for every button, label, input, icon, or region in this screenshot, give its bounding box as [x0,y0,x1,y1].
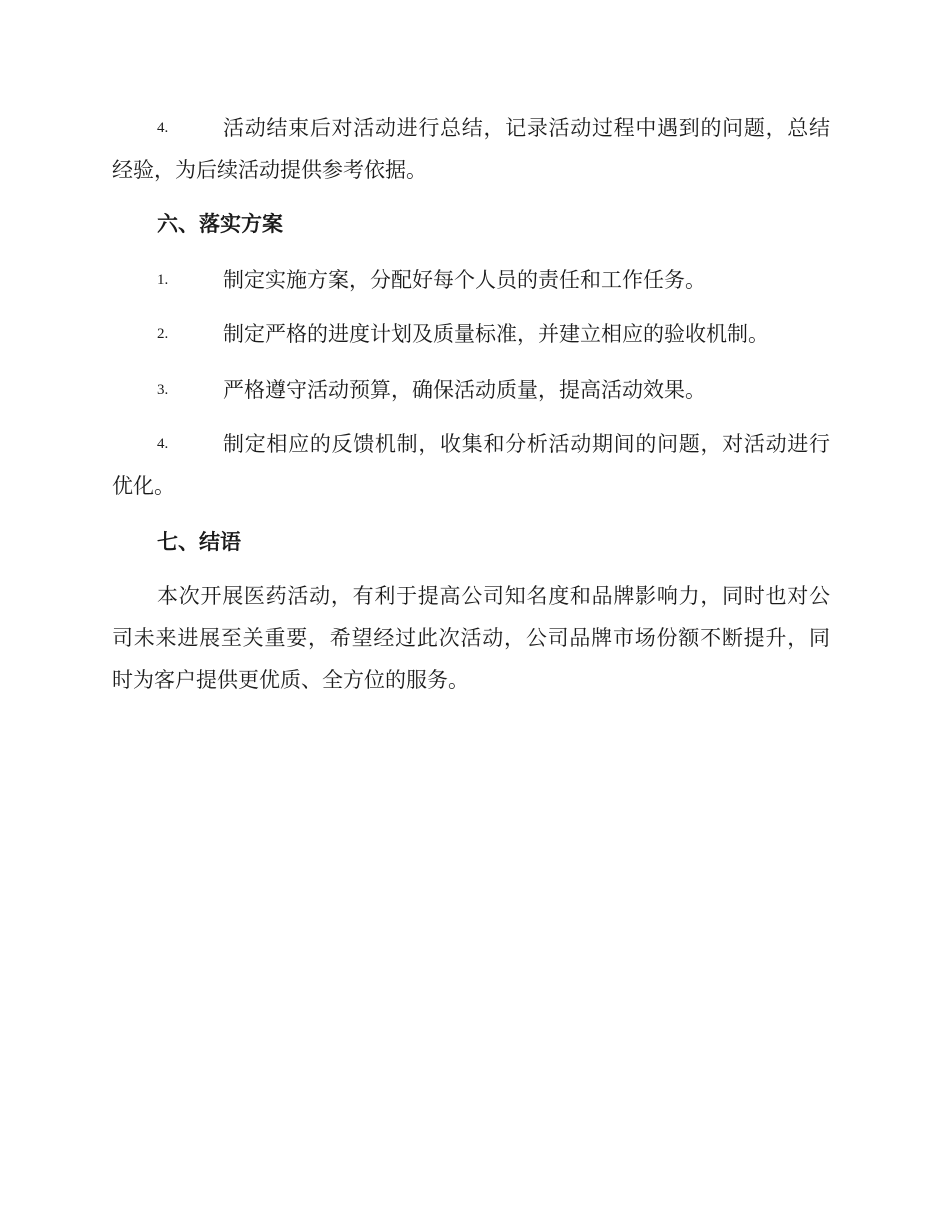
list-number: 1. [157,272,169,288]
list-item-text: 严格遵守活动预算，确保活动质量，提高活动效果。 [223,378,706,402]
list-number: 4. [157,120,169,136]
list-item-text: 制定相应的反馈机制，收集和分析活动期间的问题，对活动进行 [223,432,830,456]
list-item-text: 制定实施方案，分配好每个人员的责任和工作任务。 [223,268,706,292]
list-number: 2. [157,326,169,342]
list-item-text: 活动结束后对活动进行总结，记录活动过程中遇到的问题，总结 [223,116,830,140]
list-number: 3. [157,382,169,398]
list-item-text-continued: 优化。 [112,474,175,498]
list-number: 4. [157,436,169,452]
list-item-text-continued: 经验，为后续活动提供参考依据。 [112,158,427,182]
paragraph-line: 时为客户提供更优质、全方位的服务。 [112,668,469,692]
section-heading: 六、落实方案 [157,211,283,236]
list-item-text: 制定严格的进度计划及质量标准，并建立相应的验收机制。 [223,322,769,346]
paragraph-line: 本次开展医药活动，有利于提高公司知名度和品牌影响力，同时也对公 [157,584,830,608]
paragraph-line: 司未来进展至关重要，希望经过此次活动，公司品牌市场份额不断提升，同 [112,626,830,650]
section-heading: 七、结语 [157,529,241,554]
